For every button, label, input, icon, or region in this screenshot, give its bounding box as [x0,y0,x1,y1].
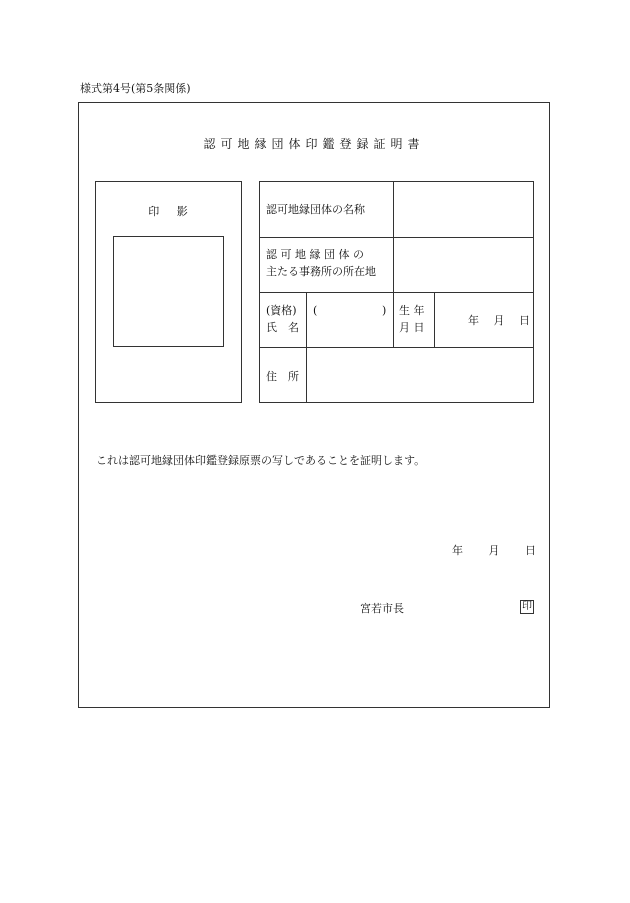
document-title: 認可地縁団体印鑑登録証明書 [203,137,425,151]
group-name-label: 認可地縁団体の名称 [266,203,365,216]
certification-statement: これは認可地縁団体印鑑登録原票の写しであることを証明します。 [96,454,426,467]
registration-info-table [259,181,534,403]
issue-date: 年 月 日 [452,544,536,557]
row-divider [260,237,533,238]
birth-date-label-line2: 月 日 [399,321,425,334]
office-address-label-line2: 主たる事務所の所在地 [266,265,376,278]
address-label: 住 所 [266,370,299,383]
birth-date-label-line1: 生 年 [399,304,425,317]
qualification-paren-open: ( [313,304,318,317]
seal-impression-box [113,236,224,347]
row-divider [260,347,533,348]
issuer-name: 宮若市長 [360,602,404,615]
qualification-paren-close: ) [382,304,387,317]
qualification-label: (資格) [266,304,297,317]
column-divider [306,292,307,402]
column-divider [393,182,394,292]
column-divider [393,292,394,347]
office-address-label-line1: 認 可 地 縁 団 体 の [266,248,364,261]
column-divider [434,292,435,347]
form-number-label: 様式第4号(第5条関係) [80,82,191,95]
representative-name-label: 氏 名 [266,321,299,334]
birth-date-value: 年 月 日 [468,314,530,327]
row-divider [260,292,533,293]
seal-impression-label: 印 影 [148,205,189,218]
official-seal-mark: 印 [522,601,532,612]
